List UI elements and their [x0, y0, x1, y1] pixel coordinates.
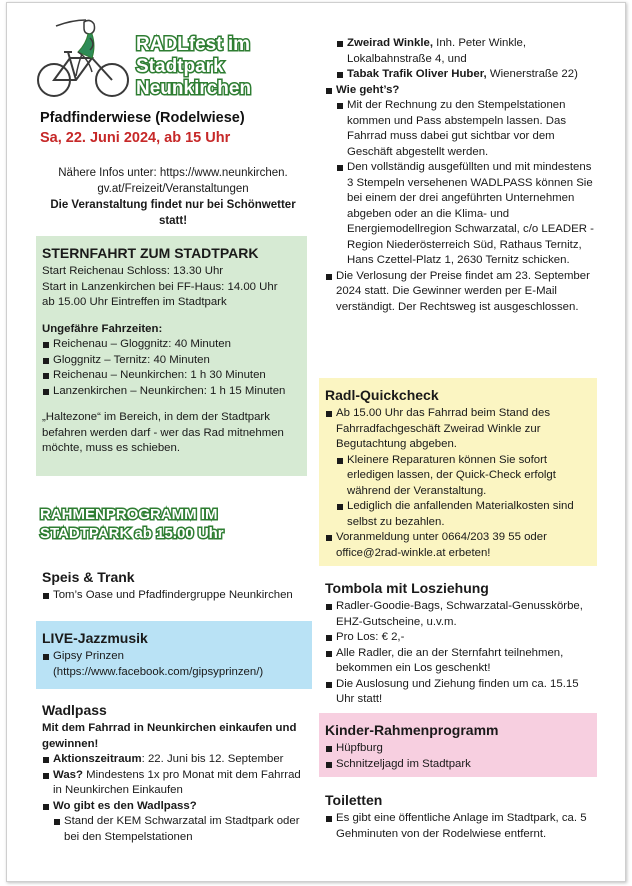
list-item: Lanzenkirchen – Neunkirchen: 1 h 15 Minuten [42, 384, 301, 400]
rahmenprogramm-title [40, 505, 270, 543]
list-item [325, 67, 595, 83]
list-item: Mit der Rechnung zu den Stempelstationen kommen und Pass abstempeln lassen. Das Fahrrad muss dabei gut sichtbar vor dem Geschäft abgestellt werden. [325, 98, 595, 160]
times-list [42, 337, 301, 399]
arrival-time: ab 15.00 Uhr Eintreffen im Stadtpark [42, 296, 227, 308]
start-reichenau: Start Reichenau Schloss: 13.30 Uhr [42, 265, 224, 277]
list-item [42, 768, 308, 799]
wadlpass-intro: Mit dem Fahrrad in Neunkirchen einkaufen und gewinnen! [42, 722, 297, 750]
was-label: Was? [53, 768, 83, 781]
weather-notice: Die Veranstaltung findet nur bei Schönwetter statt! [50, 199, 296, 227]
list-item: Radler-Goodie-Bags, Schwarzatal-Genusskörbe, EHZ-Gutscheine, u.v.m. [325, 599, 595, 630]
zeitraum-label: Aktionszeitraum [53, 753, 142, 765]
list-item: Es gibt eine öffentliche Anlage im Stadtpark, ca. 5 Gehminuten von der Rodelwiese entfernt. [325, 811, 595, 842]
rahmenprogramm-title-line-2: STADTPARK ab 15.00 Uhr [40, 525, 224, 542]
speis-section [36, 568, 312, 604]
rahmenprogramm-title-line-1: RAHMENPROGRAMM IM [40, 506, 218, 523]
jazz-box [36, 621, 312, 689]
list-item: Tom’s Oase und Pfadfindergruppe Neunkirchen [42, 588, 306, 604]
winkle-address: Inh. Peter Winkle, Lokalbahnstraße 4, und [347, 37, 527, 65]
wadlpass-title: Wadlpass [42, 702, 107, 718]
list-item: Kleinere Reparaturen können Sie sofort erledigen lassen, der Quick-Check erfolgt während der Veranstaltung. [325, 453, 591, 500]
list-item: Alle Radler, die an der Sternfahrt teilnehmen, bekommen ein Los geschenkt! [325, 646, 595, 677]
list-item: Wo gibt es den Wadlpass? [42, 799, 308, 815]
kinder-title: Kinder-Rahmenprogramm [325, 722, 499, 738]
winkle-name: Zweirad Winkle, [347, 37, 433, 49]
sternfahrt-box [36, 236, 307, 476]
list-item [325, 36, 595, 67]
list-item: Den vollständig ausgefüllten und mit mindestens 3 Stempeln versehenen WADLPASS können Sie bei einem der drei angeführten Unternehmen abgeben oder an die Klima- und Energiemodellregion Schwarzatal, c/o LEADER - Region Niederösterreich Süd, Rathaus Ternitz, Hans Czettel-Platz 1, 2630 Ternitz schicken. [325, 160, 595, 269]
zeitraum-value: : 22. Juni bis 12. September [141, 753, 284, 765]
event-date: Sa, 22. Juni 2024, ab 15 Uhr [40, 130, 231, 146]
info-block [36, 165, 310, 229]
info-line-2: gv.at/Freizeit/Veranstaltungen [97, 183, 249, 195]
list-item [42, 752, 308, 768]
list-item: Voranmeldung unter 0664/203 39 55 oder office@2rad-winkle.at erbeten! [325, 530, 591, 561]
list-item: Reichenau – Neunkirchen: 1 h 30 Minuten [42, 368, 301, 384]
list-item: Hüpfburg [325, 741, 591, 757]
tabak-name: Tabak Trafik Oliver Huber, [347, 68, 487, 80]
cyclist-illustration [34, 14, 138, 102]
haltezone-note: „Haltezone“ im Bereich, in dem der Stadtpark befahren werden darf - wer das Rad mitnehmen möchte, muss es schieben. [42, 411, 284, 454]
list-item: Gloggnitz – Ternitz: 40 Minuten [42, 353, 301, 369]
jazz-title: LIVE-Jazzmusik [42, 630, 148, 646]
info-line-1: Nähere Infos unter: https://www.neunkirchen. [58, 167, 288, 179]
start-lanzenkirchen: Start in Lanzenkirchen bei FF-Haus: 14.00 Uhr [42, 280, 278, 293]
wadlpass-continued [319, 36, 601, 315]
tombola-section [319, 579, 601, 708]
list-item: Wie geht’s? [325, 83, 595, 99]
speis-title: Speis & Trank [42, 569, 135, 585]
list-item: Ab 15.00 Uhr das Fahrrad beim Stand des Fahrradfachgeschäft Zweirad Winkle zur Begutachtung abgeben. [325, 406, 591, 453]
sternfahrt-title: STERNFAHRT ZUM STADTPARK [42, 245, 259, 261]
list-item: Reichenau – Gloggnitz: 40 Minuten [42, 337, 301, 353]
toiletten-section [319, 791, 601, 842]
list-item: Lediglich die anfallenden Materialkosten sind selbst zu bezahlen. [325, 499, 591, 530]
list-item: Schnitzeljagd im Stadtpark [325, 757, 591, 773]
list-item: Pro Los: € 2,- [325, 630, 595, 646]
wadlpass-section [36, 701, 314, 845]
list-item: Die Auslosung und Ziehung finden um ca. 15.15 Uhr statt! [325, 677, 595, 708]
quickcheck-box [319, 378, 597, 566]
was-value: Mindestens 1x pro Monat mit dem Fahrrad in Neunkirchen Einkaufen [53, 768, 301, 796]
list-item: Stand der KEM Schwarzatal im Stadtpark oder bei den Stempelstationen [42, 814, 308, 845]
tombola-title: Tombola mit Losziehung [325, 580, 489, 596]
event-title: RADLfest im Stadtpark Neunkirchen [136, 34, 252, 99]
times-title: Ungefähre Fahrzeiten: [42, 322, 163, 335]
list-item: Gipsy Prinzen (https://www.facebook.com/gipsyprinzen/) [42, 649, 306, 680]
kinder-box [319, 713, 597, 777]
tabak-address: Wienerstraße 22) [486, 68, 578, 80]
event-place: Pfadfinderwiese (Rodelwiese) [40, 110, 245, 126]
toiletten-title: Toiletten [325, 792, 383, 808]
quickcheck-title: Radl-Quickcheck [325, 387, 439, 403]
list-item: Die Verlosung der Preise findet am 23. September 2024 statt. Die Gewinner werden per E-Mail verständigt. Der Rechtsweg ist ausgeschlossen. [325, 269, 595, 316]
